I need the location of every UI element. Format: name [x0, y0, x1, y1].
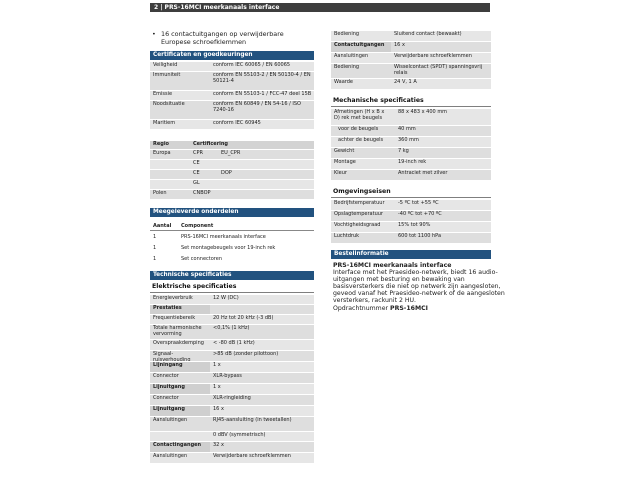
- table-row: [150, 361, 314, 372]
- bullet-icon: •: [152, 30, 156, 38]
- table-row: [150, 149, 314, 159]
- cell-value: RJ45-aansluiting (in tweetallen): [213, 417, 292, 423]
- tech-heading: Technische specificaties: [150, 271, 314, 280]
- cell-label: Veiligheid: [153, 62, 178, 68]
- table-row: [331, 136, 491, 147]
- table-row: [150, 350, 314, 361]
- cell-label: Prestaties: [150, 305, 210, 314]
- cell-value: conform IEC 60065 / EN 60065: [213, 62, 291, 68]
- cell-cert: CE: [193, 160, 200, 166]
- table-row: [331, 52, 491, 63]
- mechanical-heading: Mechanische specificaties: [333, 97, 424, 104]
- table-row: [150, 255, 314, 265]
- cell-label: Noodsituatie: [153, 101, 185, 107]
- table-row: [150, 159, 314, 169]
- col-regio: Regio: [153, 141, 169, 147]
- table-row: [150, 405, 314, 416]
- cell-label: voor de beugels: [338, 126, 379, 132]
- order-product: PRS-16MCI meerkanaals interface: [333, 262, 452, 269]
- table-row: [150, 179, 314, 189]
- cell-label: Signaal-ruisverhouding: [153, 351, 191, 361]
- cell-cert-type: DOP: [221, 170, 232, 176]
- cell-value: XLR-bypass: [213, 373, 242, 379]
- intro-bullet: • 16 contactuitgangen op verwijderbare Europese schroefklemmen: [152, 30, 284, 46]
- cell-value: Antraciet met zilver: [398, 170, 448, 176]
- table-row: [150, 71, 314, 90]
- table-row: [331, 210, 491, 221]
- cell-value: [210, 305, 314, 314]
- order-number-line: Opdrachtnummer PRS-16MCI: [333, 305, 428, 312]
- table-row: [331, 125, 491, 136]
- order-heading: Bestelinformatie: [331, 250, 491, 259]
- certificates-heading: Certificaten en goedkeuringen: [150, 51, 314, 60]
- table-row: [331, 147, 491, 158]
- table-row: [150, 441, 314, 452]
- table-row: [150, 294, 314, 304]
- parts-heading: Meegeleverde onderdelen: [150, 208, 314, 217]
- table-row: [331, 78, 491, 89]
- cell-label: Kleur: [334, 170, 347, 176]
- cell-region: [150, 160, 190, 169]
- cell-value: conform EN 60849 / EN 54-16 / ISO 7240-16: [213, 101, 301, 113]
- cell-cert: GL: [193, 180, 200, 186]
- cell-cert-type: [218, 180, 314, 189]
- cell-component: PRS-16MCI meerkanaals interface: [181, 234, 266, 240]
- cell-value: 32 x: [213, 442, 224, 448]
- table-row: [331, 199, 491, 210]
- table-row: [331, 232, 491, 243]
- table-row: [150, 431, 314, 441]
- cell-label: achter de beugels: [338, 137, 384, 143]
- table-row: [331, 169, 491, 180]
- table-row: [331, 63, 491, 78]
- cell-value: 16 x: [213, 406, 224, 412]
- cell-label: Connector: [153, 373, 179, 379]
- col-certificering: Certificering: [193, 141, 229, 147]
- environment-heading: Omgevingseisen: [333, 188, 391, 195]
- cell-region: [150, 170, 190, 179]
- cell-value: conform EN 55103-1 / FCC-47 deel 15B: [213, 91, 312, 97]
- cell-value: Verwijderbare schroefklemmen: [394, 53, 472, 59]
- cell-value: < -80 dB (1 kHz): [213, 340, 255, 346]
- cell-value: 0 dBV (symmetrisch): [213, 432, 266, 438]
- cell-label: Vochtigheidsgraad: [334, 222, 381, 228]
- cell-value: 19-inch rek: [398, 159, 427, 165]
- table-row: [150, 324, 314, 339]
- table-row: [331, 221, 491, 232]
- col-component: Component: [181, 223, 214, 229]
- cell-cert: CNBOP: [193, 190, 211, 196]
- cell-value: Wisselcontact (SPDT) spanningsvrij relais: [394, 64, 483, 76]
- electrical-subtitle: Elektrische specificaties: [152, 283, 237, 290]
- cell-value: 12 W (DC): [213, 295, 239, 301]
- cell-cert-type: [218, 160, 314, 169]
- cell-region: Europa: [153, 150, 171, 156]
- cell-label: Lijningang: [150, 362, 210, 372]
- cell-label: Bedrijfstemperatuur: [334, 200, 385, 206]
- order-text-line: geveod vanaf het Praesideo-netwerk of de aangesloten: [333, 290, 505, 297]
- cell-label: Waarde: [334, 79, 353, 85]
- cell-value: 24 V, 1 A: [394, 79, 417, 85]
- table-row: [150, 416, 314, 431]
- cell-value: conform EN 55103-2 / EN 50130-4 / EN 50121-4: [213, 72, 311, 84]
- cell-cert: CPR: [193, 150, 203, 156]
- cell-label: Montage: [334, 159, 356, 165]
- cell-label: Immuniteit: [153, 72, 181, 78]
- cell-value: -5 ºC tot +55 ºC: [398, 200, 439, 206]
- table-row: [331, 158, 491, 169]
- table-row: [331, 30, 491, 41]
- table-row: [150, 452, 314, 463]
- cell-cert-type: EU_CPR: [221, 150, 241, 156]
- order-text-line: versterkers, rackunit 2 HU.: [333, 297, 417, 304]
- cell-label: Aansluitingen: [153, 417, 188, 423]
- cell-label: Frequentiebereik: [153, 315, 196, 321]
- cell-label: Lijnuitgang: [150, 384, 210, 394]
- table-row: [150, 189, 314, 199]
- divider: [331, 106, 491, 107]
- table-row: [150, 394, 314, 405]
- cell-label: [150, 432, 210, 441]
- cell-label: Gewicht: [334, 148, 355, 154]
- table-row: [150, 383, 314, 394]
- cell-value: 88 x 483 x 400 mm: [398, 109, 448, 115]
- cell-region: Polen: [153, 190, 167, 196]
- table-header: [150, 140, 314, 149]
- table-row: [150, 233, 314, 243]
- cell-label: Contactingangen: [150, 442, 210, 452]
- cell-value: 1 x: [213, 384, 221, 390]
- cell-label: Afmetingen (H x B x D) rek met beugels: [334, 109, 385, 121]
- table-row: [150, 304, 314, 314]
- cell-value: 1 x: [213, 362, 221, 368]
- cell-label: Aansluitingen: [334, 53, 369, 59]
- order-text-line: basisversterkers die niet op netwerk zijn aangesloten,: [333, 283, 501, 290]
- cell-label: Emissie: [153, 91, 173, 97]
- cell-value: <0,1% (1 kHz): [213, 325, 250, 331]
- table-row: [331, 41, 491, 52]
- cell-value: -40 ºC tot +70 ºC: [398, 211, 442, 217]
- order-text-line: Interface met het Praesideo-netwerk, biedt 16 audio-: [333, 269, 498, 276]
- cell-label: Connector: [153, 395, 179, 401]
- cell-cert-type: [218, 190, 314, 199]
- cell-label: Opslagtemperatuur: [334, 211, 383, 217]
- cell-value: 40 mm: [398, 126, 416, 132]
- cell-qty: 1: [153, 234, 157, 240]
- cell-component: Set montagebeugels voor 19-inch rek: [181, 245, 276, 251]
- cell-value: >85 dB (zonder pilottoon): [213, 351, 279, 357]
- cell-label: Aansluitingen: [153, 453, 188, 459]
- cell-region: [150, 180, 190, 189]
- cell-value: XLR-ringleiding: [213, 395, 251, 401]
- cell-label: Luchtdruk: [334, 233, 360, 239]
- table-row: [150, 372, 314, 383]
- col-aantal: Aantal: [153, 223, 172, 229]
- cell-value: Sluitend contact (bewaakt): [394, 31, 462, 37]
- cell-value: 16 x: [394, 42, 405, 48]
- divider: [331, 197, 491, 198]
- cell-label: Contactuitgangen: [331, 42, 391, 52]
- cell-value: 7 kg: [398, 148, 409, 154]
- order-text-line: uitgangen met besturing en bewaking van: [333, 276, 465, 283]
- table-row: [150, 169, 314, 179]
- cell-component: Set connectoren: [181, 256, 222, 262]
- table-row: [150, 244, 314, 254]
- table-row: [150, 90, 314, 100]
- table-row: [150, 100, 314, 119]
- cell-label: Bediening: [334, 64, 360, 70]
- cell-label: Energieverbruik: [153, 295, 193, 301]
- cell-value: Verwijderbare schroefklemmen: [213, 453, 291, 459]
- cell-label: Overspraakdemping: [153, 340, 204, 346]
- cell-label: Totale harmonische vervorming: [153, 325, 202, 337]
- table-row: [150, 119, 314, 129]
- table-row: [150, 61, 314, 71]
- cell-value: 360 mm: [398, 137, 419, 143]
- cell-value: 600 tot 1100 hPa: [398, 233, 442, 239]
- table-row: [331, 108, 491, 125]
- table-row: [150, 314, 314, 324]
- cell-label: Bediening: [334, 31, 360, 37]
- cell-value: 15% tot 90%: [398, 222, 431, 228]
- cell-label: Lijnuitgang: [150, 406, 210, 416]
- cell-label: Maritiem: [153, 120, 176, 126]
- table-header: [150, 222, 314, 231]
- cell-cert: CE: [193, 170, 200, 176]
- cell-value: 20 Hz tot 20 kHz (-3 dB): [213, 315, 274, 321]
- cell-qty: 1: [153, 256, 157, 262]
- table-row: [150, 339, 314, 350]
- cell-value: conform IEC 60945: [213, 120, 261, 126]
- page-header: 2 | PRS-16MCI meerkanaals interface: [150, 3, 490, 12]
- divider: [150, 292, 314, 293]
- cell-qty: 1: [153, 245, 157, 251]
